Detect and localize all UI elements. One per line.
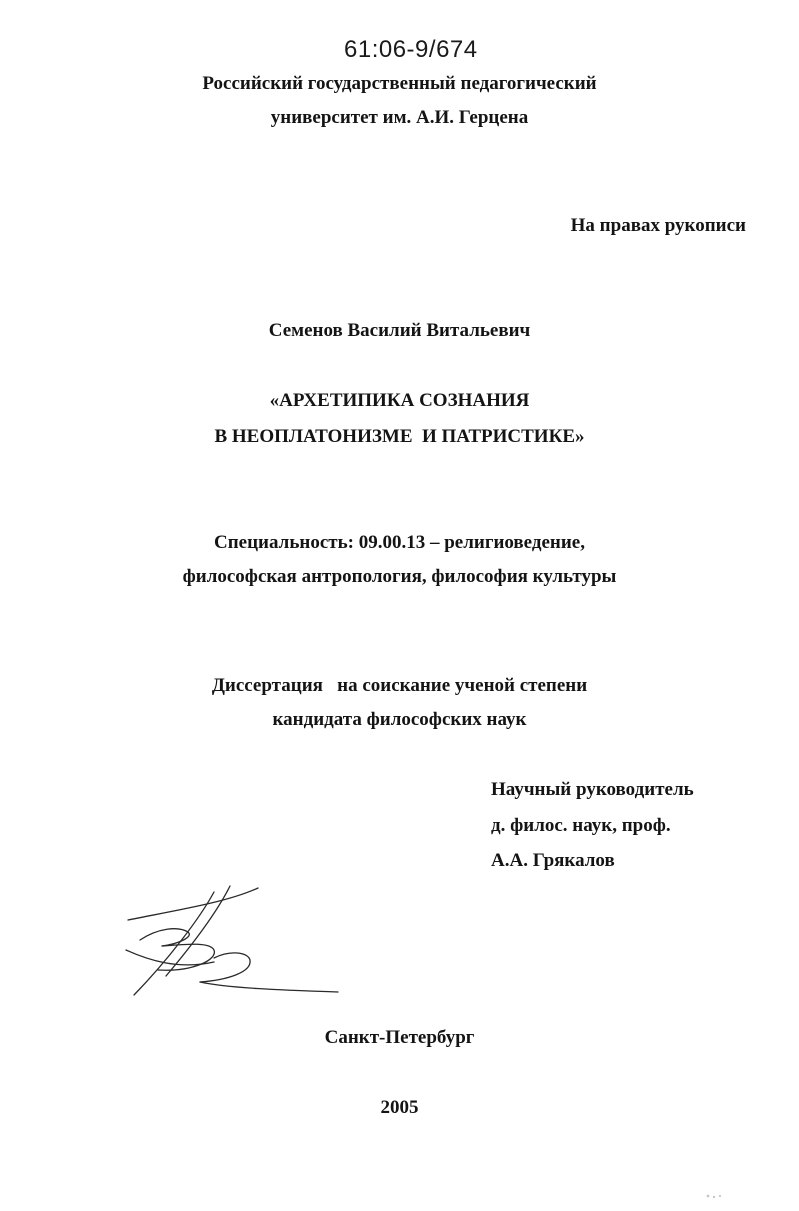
handwritten-signature: [118, 880, 348, 1005]
supervisor-label: Научный руководитель: [491, 779, 694, 800]
author-name: Семенов Василий Витальевич: [268, 320, 531, 341]
institution-line-2: университет им. А.И. Герцена: [270, 107, 529, 128]
specialty-line-2: философская антропология, философия культуры: [182, 566, 617, 587]
catalog-number: 61:06-9/674: [344, 36, 478, 63]
title-line-2: В НЕОПЛАТОНИЗМЕ И ПАТРИСТИКЕ»: [214, 426, 585, 447]
supervisor-degree: д. филос. наук, проф.: [491, 815, 671, 836]
city: Санкт-Петербург: [324, 1027, 475, 1048]
year: 2005: [380, 1097, 419, 1118]
degree-line-1: Диссертация на соискание ученой степени: [211, 675, 588, 696]
supervisor-name: А.А. Грякалов: [491, 850, 615, 871]
title-line-1: «АРХЕТИПИКА СОЗНАНИЯ: [269, 390, 530, 411]
manuscript-rights: На правах рукописи: [570, 215, 746, 236]
specialty-line-1: Специальность: 09.00.13 – религиоведение,: [214, 532, 585, 553]
institution-line-1: Российский государственный педагогический: [202, 73, 597, 94]
degree-line-2: кандидата философских наук: [272, 709, 527, 730]
